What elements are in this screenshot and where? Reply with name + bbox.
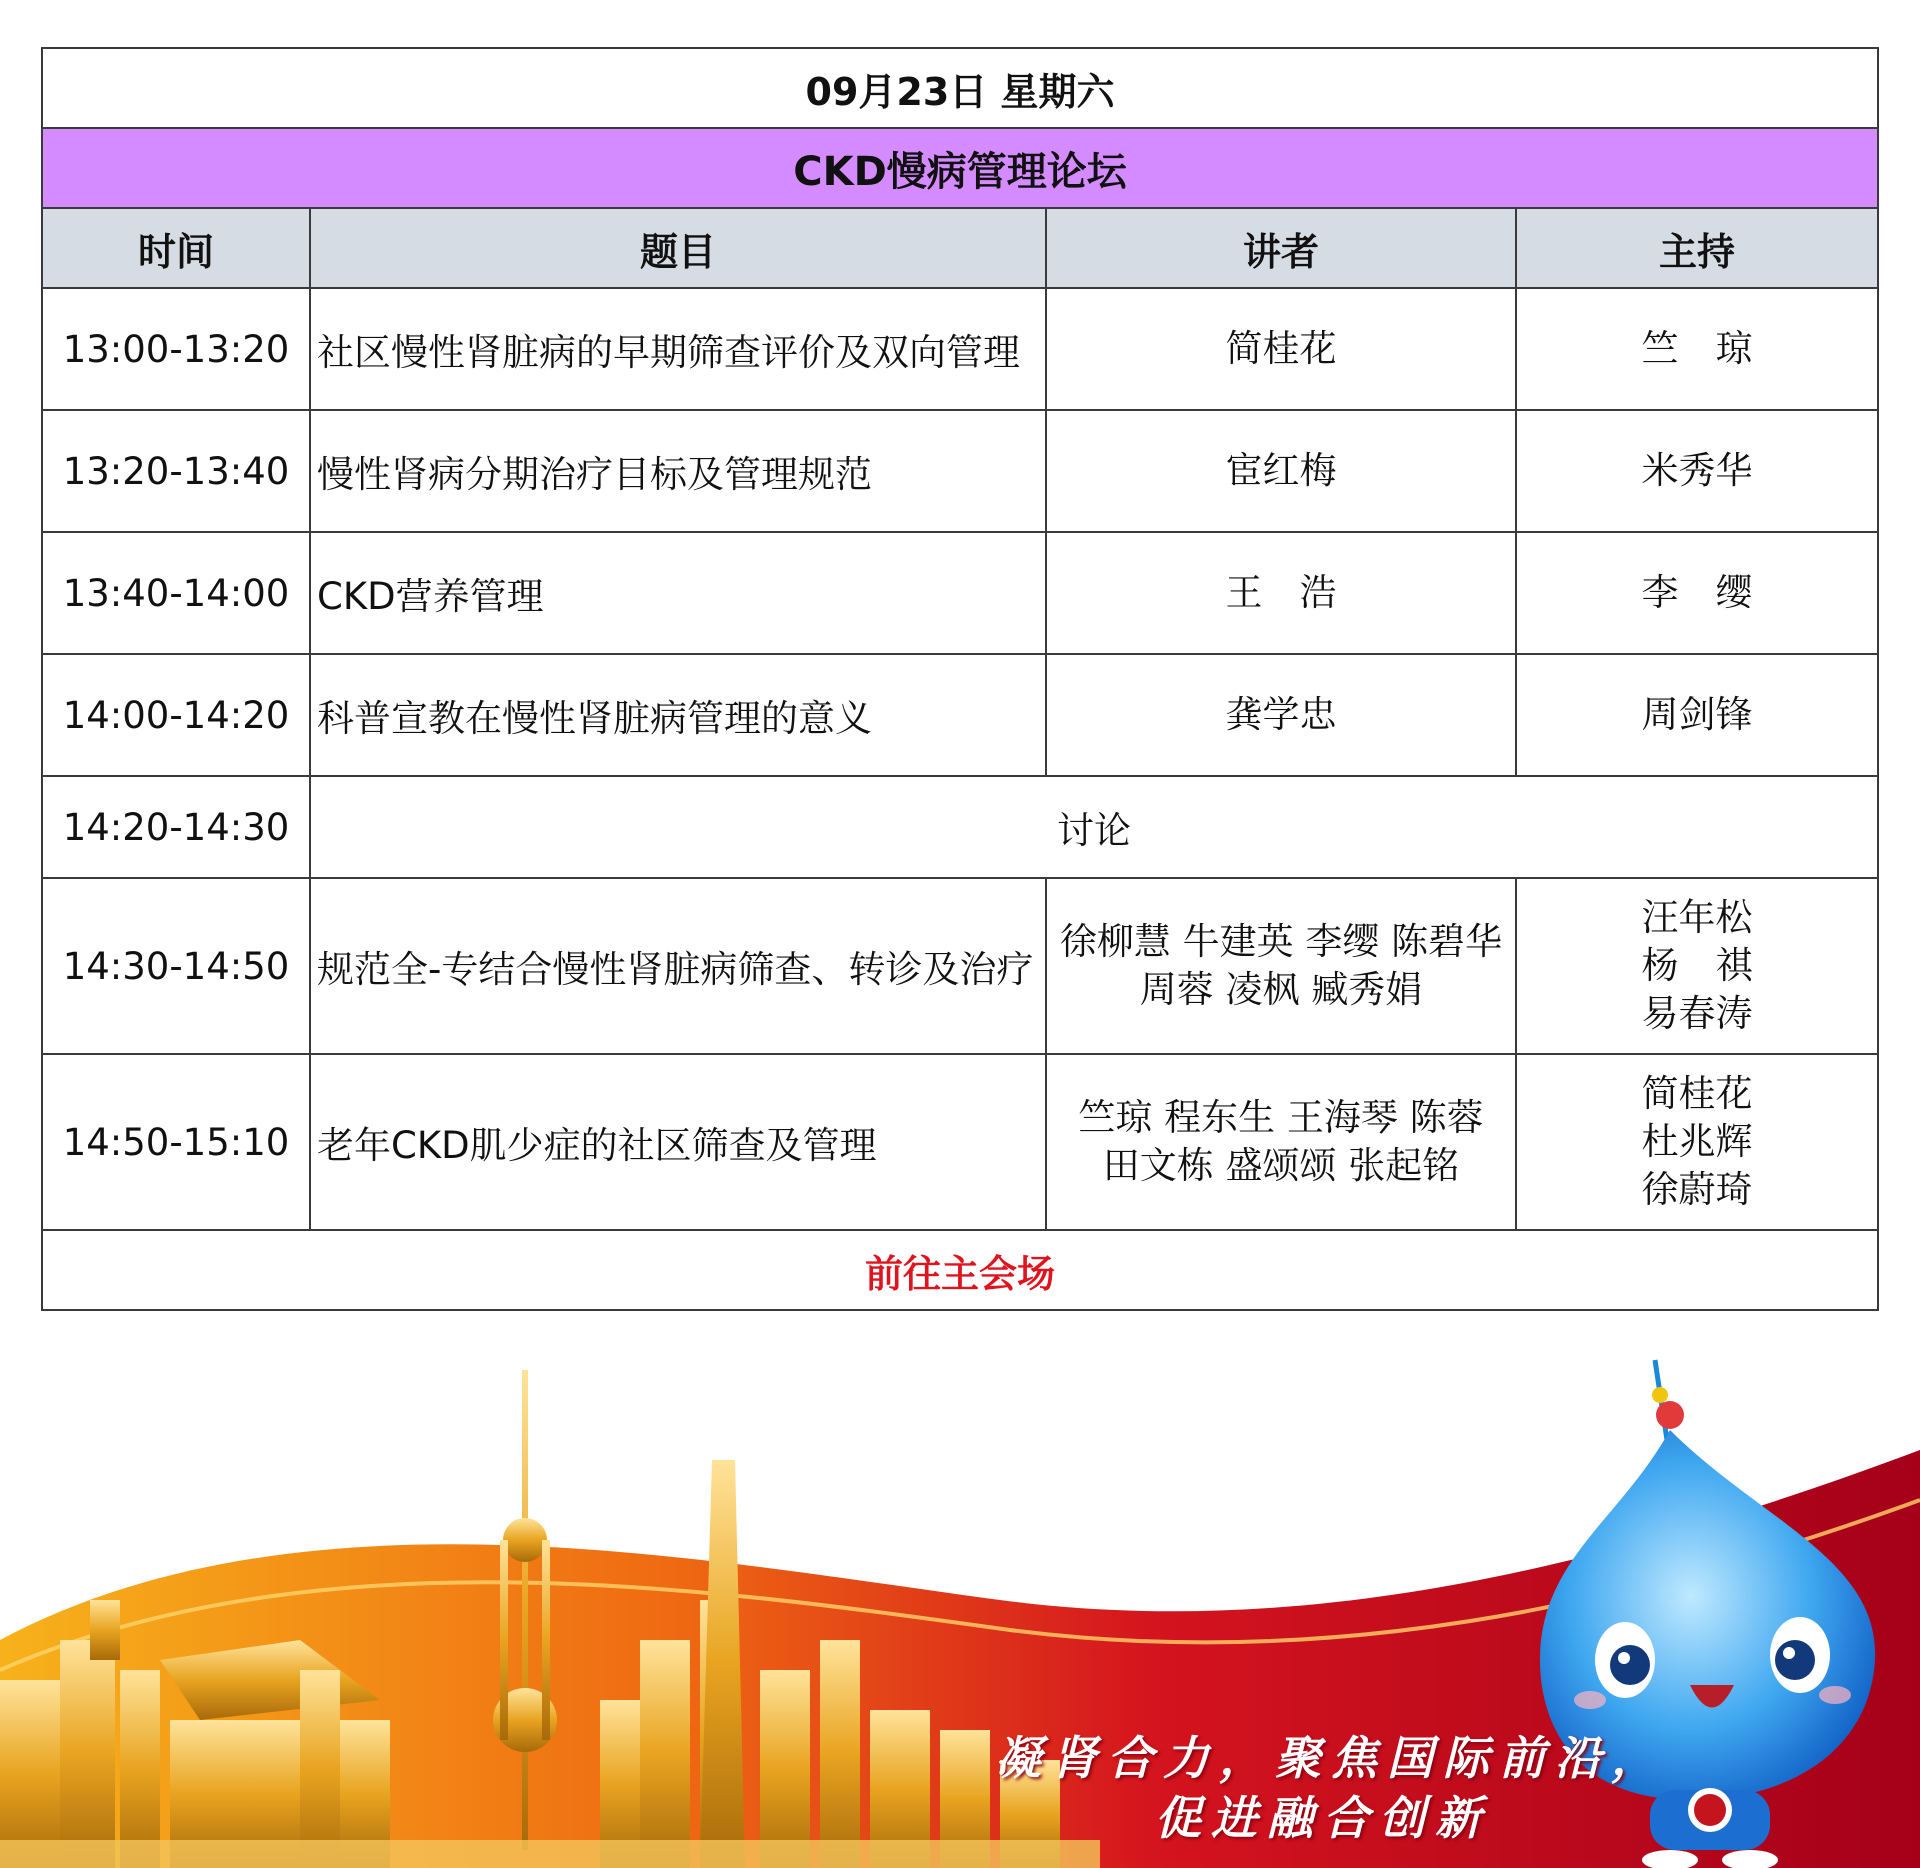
schedule-date: 09月23日 星期六 (42, 48, 1878, 128)
session-speaker: 宦红梅 (1046, 410, 1516, 532)
panel-time: 14:50-15:10 (42, 1054, 310, 1230)
slogan-line1: 凝肾合力，聚焦国际前沿， (995, 1731, 1667, 1785)
skyline-banner (0, 1340, 1920, 1868)
header-host: 主持 (1516, 208, 1878, 288)
session-time: 13:40-14:00 (42, 532, 310, 654)
session-speaker: 简桂花 (1046, 288, 1516, 410)
goto-main-venue-link[interactable]: 前往主会场 (42, 1230, 1878, 1310)
session-time: 13:00-13:20 (42, 288, 310, 410)
header-time: 时间 (42, 208, 310, 288)
header-speaker: 讲者 (1046, 208, 1516, 288)
panel-time: 14:30-14:50 (42, 878, 310, 1054)
session-host: 李 缨 (1516, 532, 1878, 654)
session-time: 13:20-13:40 (42, 410, 310, 532)
session-host: 周剑锋 (1516, 654, 1878, 776)
table-row (42, 288, 1878, 410)
panel-hosts: 简桂花 杜兆辉 徐蔚琦 (1516, 1054, 1878, 1230)
session-speaker: 王 浩 (1046, 532, 1516, 654)
discussion-time: 14:20-14:30 (42, 776, 310, 878)
session-host: 米秀华 (1516, 410, 1878, 532)
table-row (42, 878, 1878, 1054)
session-topic: 慢性肾病分期治疗目标及管理规范 (310, 410, 1046, 532)
panel-speakers: 竺琼 程东生 王海琴 陈蓉 田文栋 盛颂颂 张起铭 (1046, 1054, 1516, 1230)
discussion-row (42, 776, 1878, 878)
table-row (42, 654, 1878, 776)
table-row (42, 532, 1878, 654)
header-topic: 题目 (310, 208, 1046, 288)
table-row (42, 1054, 1878, 1230)
panel-hosts: 汪年松 杨 祺 易春涛 (1516, 878, 1878, 1054)
panel-topic: 老年CKD肌少症的社区筛查及管理 (310, 1054, 1046, 1230)
panel-speakers: 徐柳慧 牛建英 李缨 陈碧华 周蓉 凌枫 臧秀娟 (1046, 878, 1516, 1054)
panel-topic: 规范全-专结合慢性肾脏病筛查、转诊及治疗 (310, 878, 1046, 1054)
discussion-label: 讨论 (310, 776, 1878, 878)
table-row (42, 410, 1878, 532)
session-speaker: 龚学忠 (1046, 654, 1516, 776)
session-topic: 社区慢性肾脏病的早期筛查评价及双向管理 (310, 288, 1046, 410)
session-time: 14:00-14:20 (42, 654, 310, 776)
session-topic: 科普宣教在慢性肾脏病管理的意义 (310, 654, 1046, 776)
forum-title: CKD慢病管理论坛 (42, 128, 1878, 208)
session-topic: CKD营养管理 (310, 532, 1046, 654)
slogan-line2: 促进融合创新 (1155, 1791, 1491, 1845)
schedule-table (41, 47, 1879, 1311)
session-host: 竺 琼 (1516, 288, 1878, 410)
